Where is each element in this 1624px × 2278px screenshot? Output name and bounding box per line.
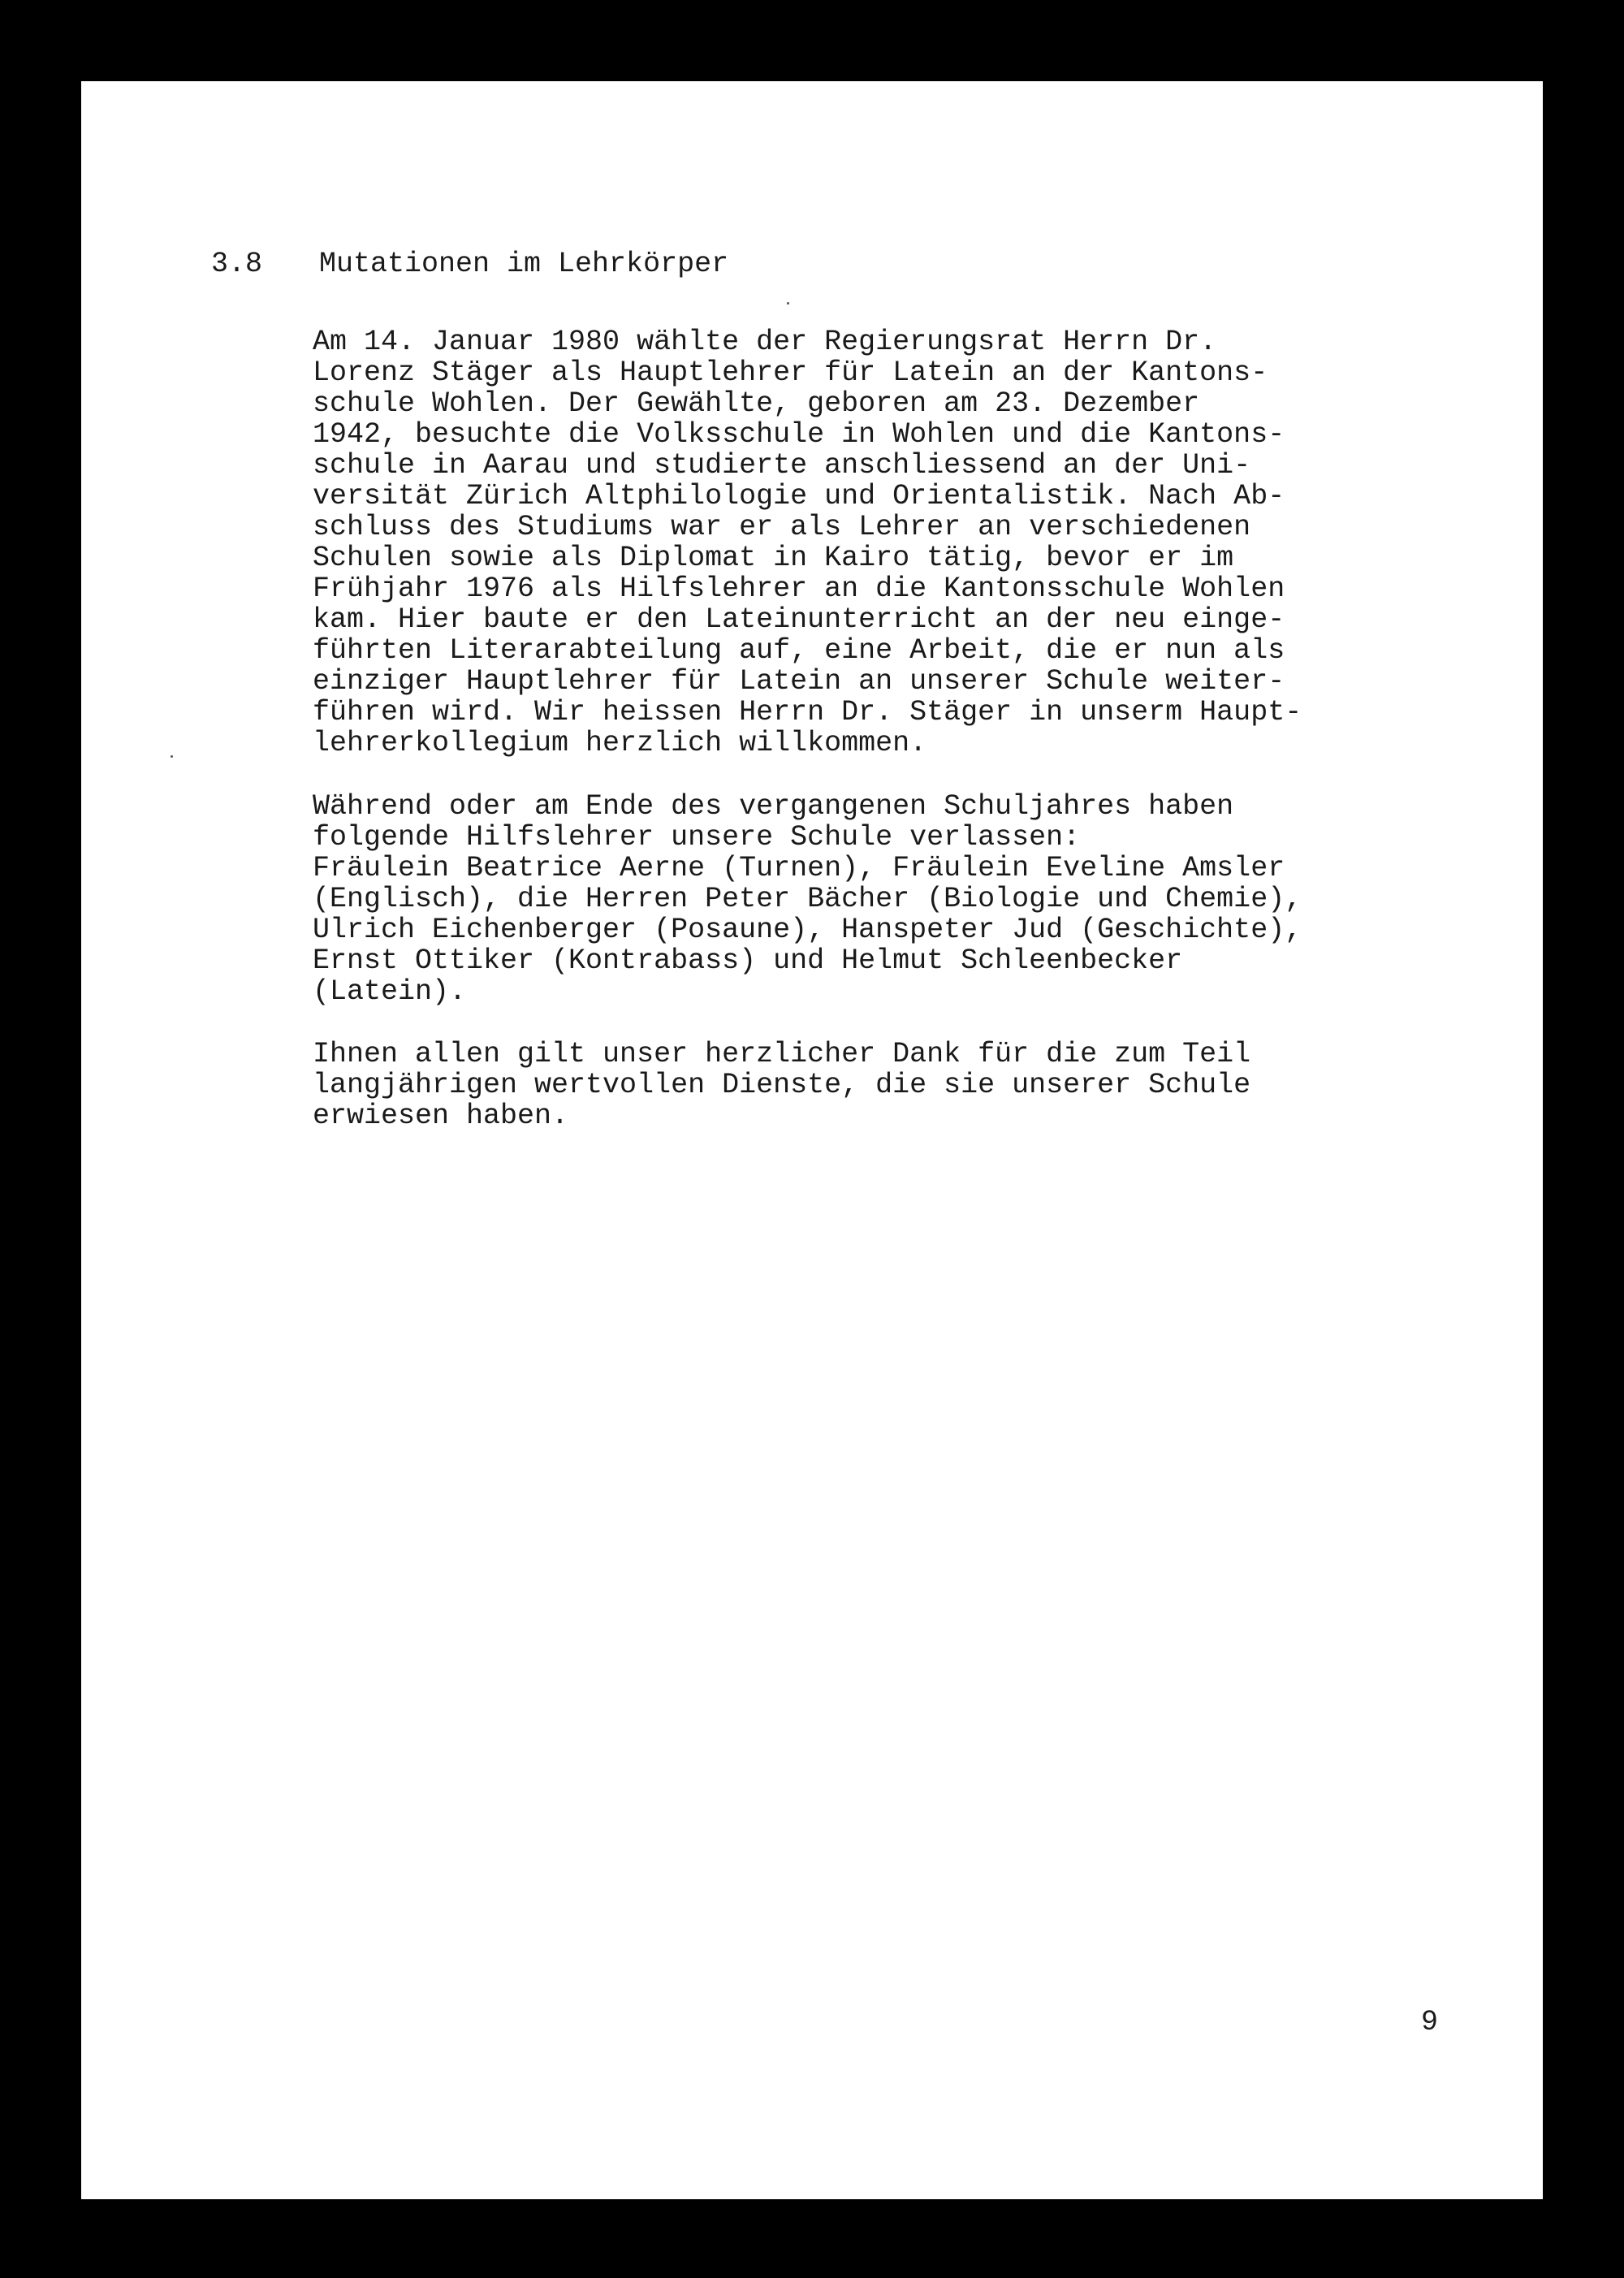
document-page (81, 81, 1543, 2199)
section-title: Mutationen im Lehrkörper (319, 248, 729, 280)
paragraph-appointment: Am 14. Januar 1980 wählte der Regierungsrat Herrn Dr. Lorenz Stäger als Hauptlehrer für Latein an der Kantons- schule Wohlen. Der Gewählte, geboren am 23. Dezember 1942, besuchte die Volksschule in Wohlen und die Kantons- schule in Aarau und studierte anschliessend an der Uni- versität Zürich Altphilologie und Orientalistik. Nach Ab- schluss des Studiums war er als Lehrer an verschiedenen Schulen sowie als Diplomat in Kairo tätig, bevor er im Frühjahr 1976 als Hilfslehrer an die Kantonsschule Wohlen kam. Hier baute er den Lateinunterricht an der neu einge- führten Literarabteilung auf, eine Arbeit, die er nun als einziger Hauptlehrer für Latein an unserer Schule weiter- führen wird. Wir heissen Herrn Dr. Stäger in unserm Haupt- lehrerkollegium herzlich willkommen. (313, 326, 1302, 759)
scan-speck (171, 755, 173, 758)
paragraph-departures: Während oder am Ende des vergangenen Schuljahres haben folgende Hilfslehrer unsere Schule verlassen: Fräulein Beatrice Aerne (Turnen), Fräulein Eveline Amsler (Englisch), die Herren Peter Bächer (Biologie und Chemie), Ulrich Eichenberger (Posaune), Hanspeter Jud (Geschichte), Ernst Ottiker (Kontrabass) und Helmut Schleenbecker (Latein). (313, 790, 1302, 1008)
page-number: 9 (1421, 2006, 1439, 2038)
paragraph-thanks: Ihnen allen gilt unser herzlicher Dank für die zum Teil langjährigen wertvollen Dienste, die sie unserer Schule erwiesen haben. (313, 1038, 1251, 1132)
scan-speck (787, 302, 789, 305)
section-heading (211, 244, 728, 284)
section-number: 3.8 (211, 248, 263, 280)
